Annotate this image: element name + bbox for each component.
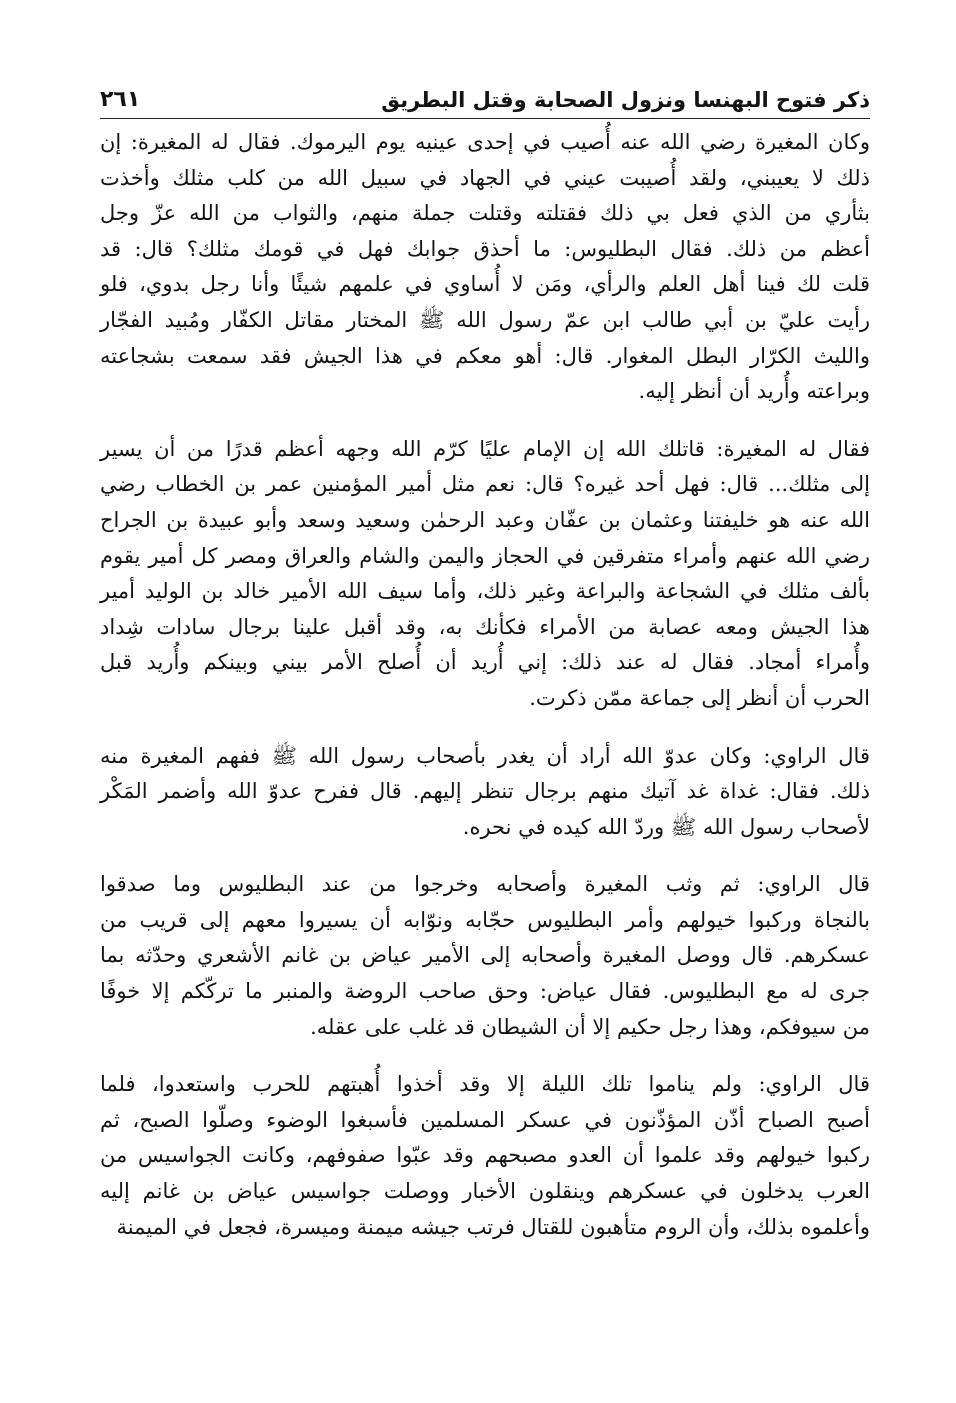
text-line: أعظم من ذلك. فقال البطليوس: ما أحذق جوابك فهل في قومك مثلك؟ قال: قد bbox=[100, 236, 870, 261]
text-line: وأعلموه بذلك، وأن الروم متأهبون للقتال فرتب جيشه ميمنة وميسرة، فجعل في الميمنة bbox=[116, 1214, 870, 1239]
text-line: قال الراوي: وكان عدوّ الله أراد أن يغدر بأصحاب رسول الله ﷺ ففهم المغيرة منه bbox=[100, 743, 870, 768]
text-line: قلت لك فينا أهل العلم والرأي، ومَن لا أُساوي في علمهم شيئًا وأنا رجل بدوي، فلو bbox=[100, 272, 870, 297]
text-line: عسكرهم. قال ووصل المغيرة وأصحابه إلى الأمير عياض بن غانم الأشعري وحدّثه بما bbox=[100, 943, 870, 968]
paragraph bbox=[100, 1067, 870, 1245]
text-line: ذلك. فقال: غداة غد آتيك منهم برجال تنظر إليهم. قال ففرح عدوّ الله وأضمر المَكْر bbox=[100, 779, 870, 804]
text-line: بألف مثلك في الشجاعة والبراعة وغير ذلك، وأما سيف الله الأمير خالد بن الوليد أمير bbox=[100, 579, 870, 604]
text-line: هذا الجيش ومعه عصابة من الأمراء فكأنك به، وقد أقبل علينا برجال سادات شِداد bbox=[100, 614, 870, 639]
running-header bbox=[100, 78, 870, 119]
text-line: رضي الله عنهم وأمراء متفرقين في الحجاز واليمن والشام والعراق ومصر كل أمير يقوم bbox=[100, 543, 870, 568]
text-line: بالنجاة وركبوا خيولهم وأمر البطليوس حجّابه ونوّابه أن يسيروا معهم إلى قريب من bbox=[100, 907, 870, 932]
paragraph bbox=[100, 125, 870, 410]
body-text bbox=[100, 125, 870, 1245]
page-number: ٢٦١ bbox=[100, 87, 141, 112]
paragraph bbox=[100, 432, 870, 717]
text-line: لأصحاب رسول الله ﷺ وردّ الله كيده في نحره. bbox=[462, 814, 870, 839]
text-line: ركبوا خيولهم وقد علموا أن العدو مصبحهم وقد عبّوا صفوفهم، وكانت الجواسيس من bbox=[100, 1143, 870, 1168]
paragraph bbox=[100, 867, 870, 1045]
text-line: جرى له مع البطليوس. فقال عياض: وحق صاحب الروضة والمنبر ما تركّكم إلا خوفًا bbox=[100, 979, 870, 1004]
text-line: إلى مثلك... قال: فهل أحد غيره؟ قال: نعم مثل أمير المؤمنين عمر بن الخطاب رضي bbox=[100, 472, 870, 497]
paragraph bbox=[100, 739, 870, 846]
text-line: وبراعته وأُريد أن أنظر إليه. bbox=[638, 379, 870, 404]
text-line: رأيت عليّ بن أبي طالب ابن عمّ رسول الله ﷺ المختار مقاتل الكفّار ومُبيد الفجّار bbox=[100, 307, 870, 332]
text-line: من سيوفكم، وهذا رجل حكيم إلا أن الشيطان قد غلب على عقله. bbox=[310, 1014, 870, 1039]
text-line: بثأري من الذي فعل بي ذلك فقتلته وقتلت جملة منهم، والثواب من الله عزّ وجل bbox=[100, 201, 870, 226]
text-line: العرب يدخلون في عسكرهم وينقلون الأخبار ووصلت جواسيس عياض بن غانم إليه bbox=[100, 1179, 870, 1204]
text-line: فقال له المغيرة: قاتلك الله إن الإمام عليًا كرّم الله وجهه أعظم قدرًا من أن يسير bbox=[100, 436, 870, 461]
text-line: وكان المغيرة رضي الله عنه أُصيب في إحدى عينيه يوم اليرموك. فقال له المغيرة: إن bbox=[100, 130, 870, 154]
text-line: أصبح الصباح أذّن المؤذّنون في عسكر المسلمين فأسبغوا الوضوء وصلّوا الصبح، ثم bbox=[100, 1107, 870, 1132]
text-line: الله عنه هو خليفتنا وعثمان بن عفّان وعبد الرحمٰن وسعيد وسعد وأبو عبيدة بن الجراح bbox=[100, 507, 870, 532]
chapter-title: ذكر فتوح البهنسا ونزول الصحابة وقتل البطريق bbox=[381, 88, 870, 112]
text-line: ذلك لا يعيبني، ولقد أُصيبت عيني في الجهاد في سبيل الله من كلب مثلك وأخذت bbox=[100, 165, 870, 190]
text-line: قال الراوي: ثم وثب المغيرة وأصحابه وخرجوا من عند البطليوس وما صدقوا bbox=[100, 872, 870, 897]
text-line: الحرب أن أنظر إلى جماعة ممّن ذكرت. bbox=[529, 685, 870, 710]
book-page bbox=[100, 78, 870, 1267]
text-line: وأُمراء أمجاد. فقال له عند ذلك: إني أُريد أن أُصلح الأمر بيني وبينكم وأُريد قبل bbox=[100, 650, 870, 675]
text-line: قال الراوي: ولم يناموا تلك الليلة إلا وقد أخذوا أُهبتهم للحرب واستعدوا، فلما bbox=[100, 1072, 870, 1097]
text-line: والليث الكرّار البطل المغوار. قال: أهو معكم في هذا الجيش فقد سمعت بشجاعته bbox=[100, 343, 870, 368]
